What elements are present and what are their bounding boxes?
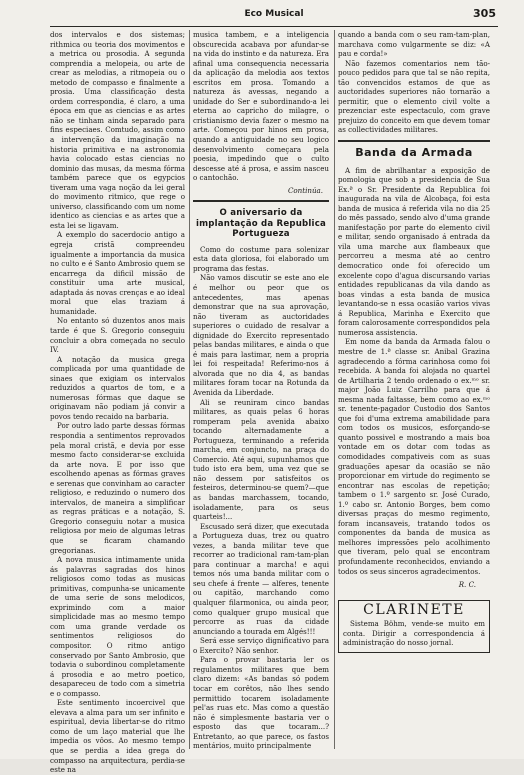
continued-note: Continúa. — [287, 185, 323, 195]
paragraph: quando a banda com o seu ram-tam-plan, marchava como vulgarmente se diz: «A pau e corda!» — [338, 30, 490, 59]
paragraph: A nova musica intimamente unida ás palavras sagradas dos hinos religiosos como todas as musicas primitivas, compunha-se unicamente de uma serie de sons melodicos, exprimindo com a maior simplicidade mas ao mesmo tempo com uma grande verdade os sentimentos religiosos do compositor. O ritmo antigo conservado por Santo Ambrosio, que todavia o subordinou completamente á prosodia e ao metro poetico, desapareceu de todo com a simetria e o compasso. — [50, 555, 185, 698]
paragraph: Ali se reuniram cinco bandas militares, as quais pelas 6 horas romperam pela avenida abaixo tocando alternadamente a Portugueza, terminando a referida marcha, em conjuncto, na praça do Comercio. Até aqui, supunhamos que tudo isto era bem, uma vez que se não dessem por satisfeitos os festeiros, determinou-se quem?—que as bandas marchassem, tocando, isoladamente, para os seus quarteis!... — [193, 397, 329, 522]
paragraph: Em nome da banda da Armada falou o mestre de 1.ª classe sr. Anibal Grazina agradecendo a fórma carinhosa como foi recebida. A banda foi alojada no quartel de Artilharia 2 tendo ordenado o ex.ᵐᵒ sr. major João Luiz Carrilho para que á mesma nada faltasse, bem como ao ex.ᵐᵒ sr. tenente-pagador Custodio dos Santos que foi d'uma extrema amabilidade para com todos os musicos, esforçando-se quanto possivel e mostrando a mais boa vontade em os dotar com todas as comodidades compativeis com as suas graduações apesar da ocasião se não proporcionar em virtude do regimento se encontrar nas escolas de repetição; tambem o 1.º sargento sr. José Curado, 1.º cabo sr. Antonio Borges, bem como diversas praças do mesmo regimento, foram incansaveis, tratando todos os componentes da banda de musica as melhores impressões pelo acolhimento que tiveram, pelo qual se encontram profundamente reconhecidos, enviando a todos os seus sinceros agradecimentos. — [338, 337, 490, 576]
paragraph: A notação da musica grega complicada por uma quantidade de sinaes que exigiam os intervalos reduzidos a quartos de tom, e a numerosas fórmas que daque se originavam não podiam já convir a povos tendo recaido na barbaria. — [50, 354, 185, 421]
column-1 — [50, 30, 185, 775]
column-2 — [193, 30, 329, 753]
paragraph: No entanto só duzentos anos mais tarde é que S. Gregorio conseguiu concluir a obra começada no seculo IV. — [50, 316, 185, 355]
section-rule — [338, 140, 490, 142]
paragraph: A fim de abrilhantar a exposição de pomologia que sob a presidencia de Sua Ex.ª o Sr. Presidente da Republica foi inaugurada na vila de Alcobaça, foi esta banda de musica á referida vila no dia 25 do mês passado, sendo alvo d'uma grande manifestação por parte do elemento civil e militar, sendo organisado á entrada da vila uma marche aux flambeaux que percorreu a mesma até ao centro democratico onde foi oferecido um excelente copo d'agua discursando varias entidades republicanas da vila dando as boas vindas a esta banda de musica levantando-se n essa ocasião varios vivas á Republica, Marinha e Exercito que foram calorosamente correspondidos pela numerosa assistencia. — [338, 165, 490, 337]
paragraph: Escusado será dizer, que executada a Portugueza duas, trez ou quatro vezes, a banda militar teve que recorrer ao tradicional ram-tam-plan para continuar a marcha! e aqui temos nós uma banda militar com o seu chefe á frente — alferes, tenente ou capitão, marchando como qualquer filarmonica, ou ainda peor, como qualquer grupo musical que percorre as ruas da cidade anunciando a tourada em Algés!!! — [193, 521, 329, 636]
ad-text: Sistema Böhm, vende-se muito em conta. Dirigir a correspondencia á administração do nosso jornal. — [343, 619, 485, 648]
paragraph: A exemplo do sacerdocio antigo a egreja cristã compreendeu igualmente a importancia da musica no culto e é Santo Ambrosio quem se encarrega da dificil missão de constituir uma arte musical, adaptada ás novas crenças e ao ideal moral que elas traziam á humanidade. — [50, 230, 185, 316]
page-number: 305 — [473, 7, 496, 20]
column-divider — [334, 30, 335, 749]
ad-title: CLARINETE — [363, 601, 465, 618]
article-heading: O aniversario da implantação da Republica Portugueza — [195, 208, 326, 240]
paragraph: Como do costume para solenizar esta data gloriosa, foi elaborado um programa das festas. — [193, 244, 329, 273]
paragraph: Será esse serviço dignificativo para o Exercito? Não senhor. — [193, 636, 329, 655]
paragraph: Não fazemos comentarios nem tão-pouco pedidos para que tal se não repita, tão convencidos estamos de que as auctoridades superiores não tornarão a permitir, que o elemento civil volte a prezenciar este espectaculo, com grave prejuizo do conceito em que devem tomar as collectividades militares. — [338, 58, 490, 135]
section-rule — [193, 200, 329, 202]
paragraph: musica tambem, e a inteligencia obscurecida acabava por afundar-se na vida do instinto e da natureza. Era afinal uma consequencia necessaria da aplicação da melodia aos textos escritos em prosa. Tomando a natureza ás avessas, negando a unidade do Ser e subordinando-a lei eterna ao capricho do milagre, o cristianismo devia fazer o mesmo na arte. Começou por hinos em prosa, quando a antiguidade no seu logico desenvolvimento começara pela poesia, impedindo que o culto descesse até á prosa, e assim nasceu o cantochão. — [193, 30, 329, 183]
column-3 — [338, 30, 490, 753]
page-header — [50, 4, 498, 27]
page-header-title: Eco Musical — [244, 9, 304, 19]
paragraph: Por outro lado parte dessas fórmas respondia a sentimentos reprovados pela moral cristã, e devia por esse mesmo facto considerar-se excluida da arte nova. E por isso que escolhendo apenas as fórmas graves e serenas que convinham ao caracter religioso, e reduzindo o numero dos intervalos, de maneira a simplificar as regras práticas e a notação, S. Gregorio conseguiu notar a musica religiosa por meio de algumas letras que se ficaram chamando gregorianas. — [50, 421, 185, 555]
paragraph: Para o provar bastaria ler os regulamentos militares que bem claro dizem: «As bandas só podem tocar em corêtos, não lhes sendo permittido tocarem isoladamente pel'as ruas etc. Mas como a questão não é simplesmente bastaria ver o esposto das que tocaram...? Entretanto, ao que parece, os fastos mentários, muito principalmente — [193, 655, 329, 751]
paragraph: dos intervalos e dos sistemas; rithmica ou teoria dos movimentos e a metrica ou prosodia. A segunda comprendia a melopeia, ou arte de crear as melodias, a ritmopeia ou o metodo de compasso e finalmente a prosia. Uma classificação desta ordem correspondia, é claro, a uma época em que as ciencias e as artes não se tinham ainda separado para fins especiaes. Comtudo, assim como a intervenção da imaginação na historia primitiva e na astronomia havia colocado estas ciencias no dominio das musas, da mesma fórma também parece que os egypcios tiveram uma vaga noção da lei geral do movimento ritmico, que rege o universo, classificando com um nome identico as ciencias e as artes que a esta lei se ligavam. — [50, 30, 185, 230]
article-heading: Banda da Armada — [355, 146, 473, 160]
column-divider — [189, 30, 190, 749]
paragraph: Não vamos discutir se este ano ele é melhor ou peor que os antecedentes, mas apenas demonstrar que na sua aprovação, não tiveram as auctoridades superiores o cuidado de resalvar a dignidade do Exercito representado pelas bandas militares, e ainda o que é mais para lastimar, nem a propria lei foi respeitada! Referimo-nos á alvorada que no dia 4, as bandas militares foram tocar na Rotunda da Avenida da Liberdade. — [193, 273, 329, 397]
author-initials: R. C. — [458, 580, 476, 590]
paragraph: Este sentimento incoercivel que elevava a alma para um ser infinito e espiritual, devia libertar-se do ritmo como de um laço material que lhe impedia os vôos. Ao mesmo tempo que se perdia a idea grega do compasso na arquitectura, perdia-se este na — [50, 698, 185, 775]
classified-ad — [338, 600, 490, 653]
